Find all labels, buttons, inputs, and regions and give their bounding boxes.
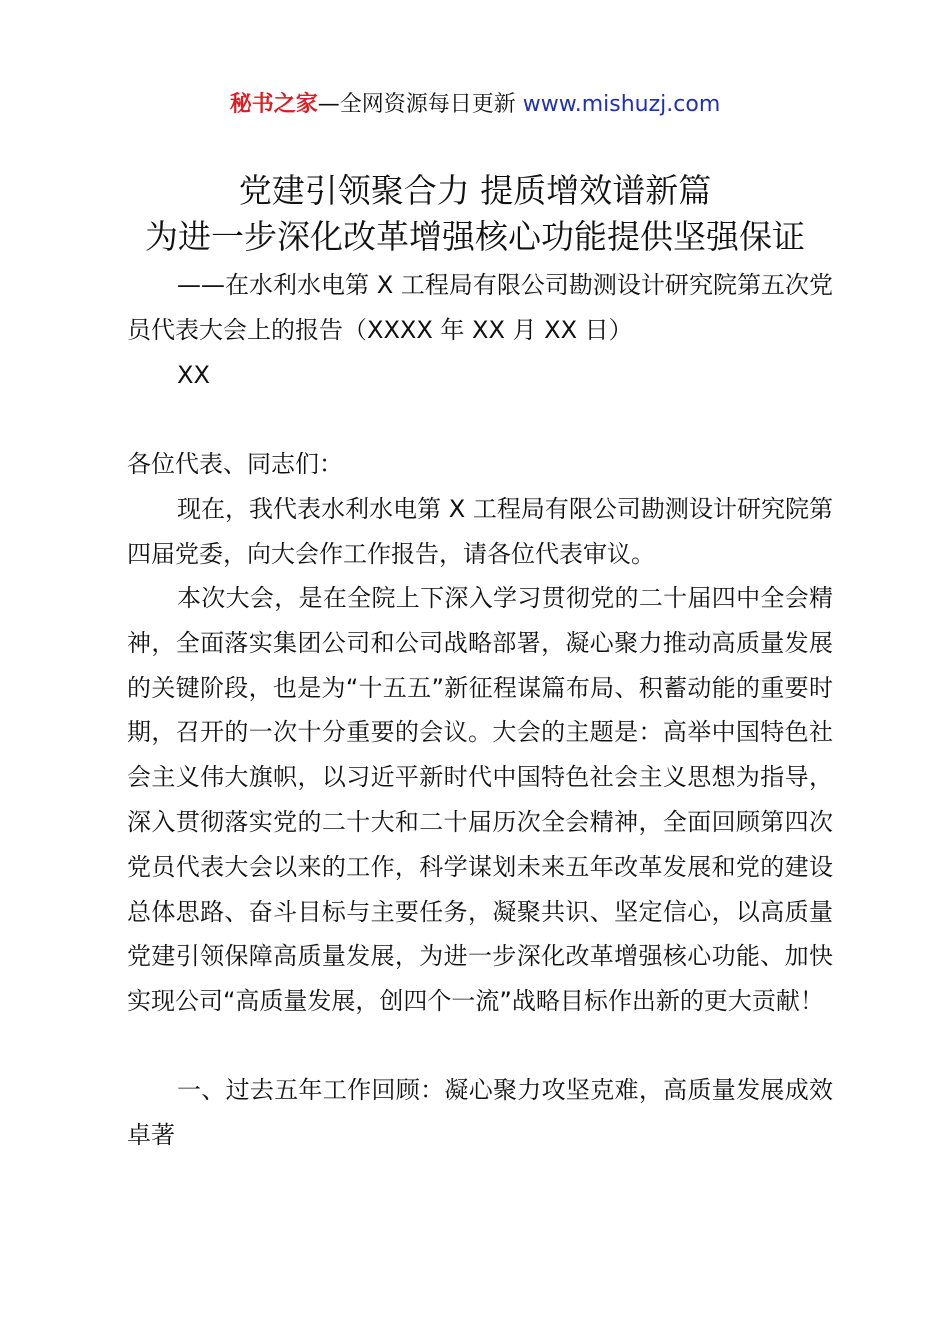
section-heading-1: 一、过去五年工作回顾：凝心聚力攻坚克难，高质量发展成效卓著 [127,1076,833,1149]
header-tagline: —全网资源每日更新 [317,92,523,117]
document-subtitle: ——在水利水电第 X 工程局有限公司勘测设计研究院第五次党员代表大会上的报告（XXXX 年 XX 月 XX 日） [127,271,833,344]
site-header [0,88,950,122]
document-author: XX [177,361,210,389]
paragraph-2: 本次大会，是在全院上下深入学习贯彻党的二十届四中全会精神，全面落实集团公司和公司战略部署，凝心聚力推动高质量发展的关键阶段，也是为“十五五”新征程谋篇布局、积蓄动能的重要时期，召开的一次十分重要的会议。大会的主题是：高举中国特色社会主义伟大旗帜，以习近平新时代中国特色社会主义思想为指导，深入贯彻落实党的二十大和二十届历次全会精神，全面回顾第四次党员代表大会以来的工作，科学谋划未来五年改革发展和党的建设总体思路、奋斗目标与主要任务，凝聚共识、坚定信心，以高质量党建引领保障高质量发展，为进一步深化改革增强核心功能、加快实现公司“高质量发展，创四个一流”战略目标作出新的更大贡献！ [127,584,833,1016]
document-title-line-1: 党建引领聚合力 提质增效谱新篇 [238,171,712,210]
document-title-line-2: 为进一步深化改革增强核心功能提供坚强保证 [145,217,805,256]
paragraph-1: 现在，我代表水利水电第 X 工程局有限公司勘测设计研究院第四届党委，向大会作工作报告，请各位代表审议。 [127,495,833,568]
salutation: 各位代表、同志们： [127,450,343,478]
brand-name: 秘书之家 [229,92,318,117]
site-url[interactable]: www.mishuzj.com [522,92,721,117]
